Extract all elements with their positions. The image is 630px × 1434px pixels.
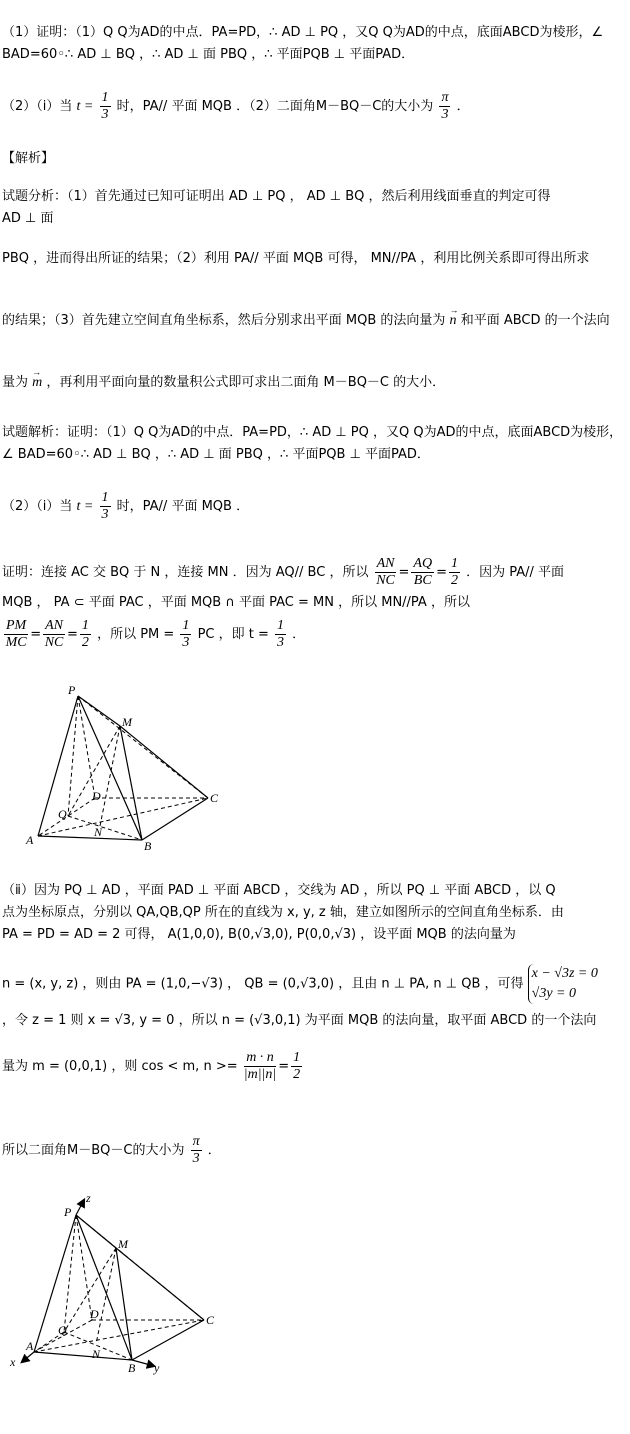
label-Q2: Q [58, 1323, 67, 1337]
label-z: z [86, 1191, 91, 1205]
label-M2: M [118, 1237, 128, 1251]
part-ii-line-2: 点为坐标原点，分别以 QA,QB,QP 所在的直线为 x, y, z 轴，建立如图所示的空间直角坐标系．由 [2, 905, 564, 920]
solution-line-2: ∠ BAD=60◦∴ AD ⊥ BQ ，∴ AD ⊥ 面 PBQ ，∴ 平面PQB ⊥ 平面PAD． [2, 447, 430, 462]
label-M: M [122, 715, 132, 729]
part-ii-line-1: （ⅱ）因为 PQ ⊥ AD ，平面 PAD ⊥ 平面 ABCD ，交线为 AD ，所以 PQ ⊥ 平面 ABCD ，以 Q [2, 883, 556, 898]
proof-line-1: （1）证明：（1）Q Q为AD的中点．PA=PD，∴ AD ⊥ PQ ，又Q Q为AD的中点，底面ABCD为棱形，∠ [2, 25, 604, 40]
answer-line: （2）（ⅰ）当 t = $\frac{1}{3}$ 时，PA// 平面 MQB ．（2）二面角M－BQ－C的大小为 $\frac{\pi}{3}$ ． [2, 90, 470, 122]
label-B: B [144, 839, 152, 853]
proof-paragraph-3: $\frac{PM}{MC}$ = $\frac{AN}{NC}$ = $\frac{1}{2}$ ，所以 PM = $\frac{1}{3}$ PC ，即 t = $\frac{1}{3}$ ． [5, 618, 306, 650]
analysis-line-4: 量为 → m ，再利用平面向量的数量积公式即可求出二面角 M－BQ－C 的大小． [2, 372, 626, 394]
equation-system: x − √3z = 0 √3y = 0 [528, 964, 598, 1004]
label-A2: A [26, 1339, 34, 1353]
label-y: y [154, 1361, 160, 1375]
label-A: A [26, 833, 34, 847]
label-x: x [10, 1355, 16, 1369]
fraction-one-third: $\frac{1}{3}$ [101, 90, 109, 122]
part-ii-line-4: n = (x, y, z) ，则由 PA = (1,0,−√3) ， QB = (0,√3,0) ，且由 n ⊥ PA, n ⊥ QB ，可得 x − √3z = 0 √3y = 0 [2, 964, 626, 1004]
part-ii-line-3: PA = PD = AD = 2 可得， A(1,0,0), B(0,√3,0), P(0,0,√3) ，设平面 MQB 的法向量为 [2, 927, 516, 942]
coordinate-pyramid-figure-2 [4, 1190, 244, 1380]
fraction-pi-third: $\frac{\pi}{3}$ [441, 90, 449, 122]
label-C2: C [206, 1313, 215, 1327]
pyramid-figure-1 [20, 680, 250, 855]
proof-line-2: BAD=60◦∴ AD ⊥ BQ ，∴ AD ⊥ 面 PBQ ，∴ 平面PQB ⊥ 平面PAD． [2, 47, 415, 62]
label-P2: P [64, 1205, 72, 1219]
label-Q: Q [58, 807, 67, 821]
analysis-header: 【解析】 [2, 151, 55, 166]
label-N2: N [92, 1347, 101, 1361]
label-C: C [210, 791, 219, 805]
analysis-line-2: PBQ ，进而得出所证的结果；（2）利用 PA// 平面 MQB 可得， MN//PA ，利用比例关系即可得出所求 [2, 251, 590, 266]
label-P: P [68, 683, 76, 697]
part-ii-line-5: ，令 z = 1 则 x = √3, y = 0 ，所以 n = (√3,0,1) 为平面 MQB 的法向量，取平面 ABCD 的一个法向 [2, 1013, 597, 1028]
solution-part2: （2）（ⅰ）当 t = $\frac{1}{3}$ 时，PA// 平面 MQB ． [2, 490, 250, 522]
analysis-line-3: 的结果；（3）首先建立空间直角坐标系，然后分别求出平面 MQB 的法向量为 → n 和平面 ABCD 的一个法向 [2, 310, 626, 332]
part-ii-line-6: 量为 m = (0,0,1) ，则 cos < m, n >= $\frac{m \cdot n}{|m||n|}$ = $\frac{1}{2}$ [2, 1050, 301, 1082]
label-B2: B [128, 1361, 136, 1375]
conclusion-line: 所以二面角M－BQ－C的大小为 $\frac{\pi}{3}$ ． [2, 1134, 221, 1166]
proof-paragraph-1: 证明：连接 AC 交 BQ 于 N ，连接 MN ．因为 AQ// BC ，所以 $\frac{AN}{NC}$ = $\frac{AQ}{BC}$ = $\frac{1}{2}$ ．因为 PA// 平面 [2, 556, 565, 588]
label-N: N [94, 825, 103, 839]
solution-line-1: 试题解析：证明：（1）Q Q为AD的中点．PA=PD，∴ AD ⊥ PQ ，又Q Q为AD的中点，底面ABCD为棱形， [2, 425, 623, 440]
label-D2: D [90, 1307, 99, 1321]
analysis-line-1b: AD ⊥ 面 [2, 211, 54, 226]
analysis-line-1: 试题分析：（1）首先通过已知可证明出 AD ⊥ PQ ， AD ⊥ BQ ，然后利用线面垂直的判定可得 [2, 189, 551, 204]
proof-paragraph-2: MQB ， PA ⊂ 平面 PAC ，平面 MQB ∩ 平面 PAC = MN ，所以 MN//PA ，所以 [2, 595, 470, 610]
label-D: D [92, 789, 101, 803]
